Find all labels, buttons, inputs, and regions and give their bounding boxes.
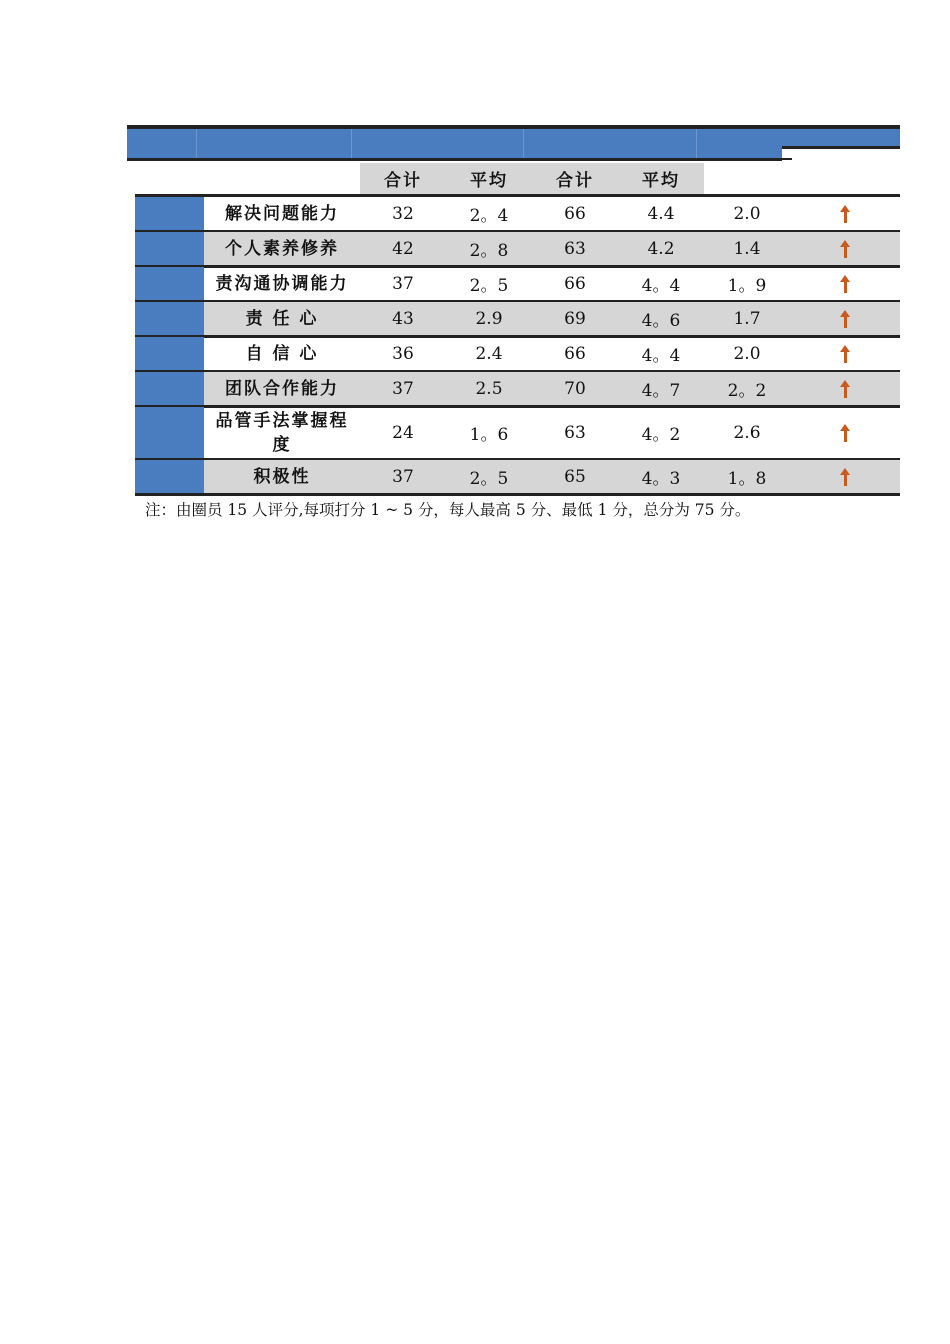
table-row	[135, 407, 900, 458]
sum-after: 63	[564, 422, 586, 443]
table-header-band	[127, 125, 900, 160]
subheader-sum-after: 合计	[532, 163, 618, 194]
sum-before: 37	[392, 273, 414, 294]
item-name: 责 任 心	[204, 302, 360, 335]
table-row	[135, 232, 900, 265]
avg-before: 2。5	[446, 460, 532, 493]
avg-after: 4。4	[641, 346, 681, 366]
difference: 2.0	[733, 203, 761, 224]
item-name: 积极性	[204, 460, 360, 493]
trend-cell	[790, 372, 900, 405]
avg-after: 4。3	[618, 460, 704, 493]
item-name: 自 信 心	[245, 343, 319, 364]
avg-before: 2.5	[446, 372, 532, 405]
header-top-rule	[127, 125, 900, 129]
trend-cell	[790, 197, 900, 230]
sum-after: 66	[564, 273, 586, 294]
sum-before: 43	[360, 302, 446, 335]
row-marker	[135, 337, 204, 370]
difference: 2.6	[733, 422, 761, 443]
subheader-avg-after: 平均	[618, 163, 704, 194]
avg-after: 4。2	[641, 425, 681, 445]
avg-after: 4.2	[618, 232, 704, 265]
header-bottom-rule	[127, 158, 782, 161]
row-marker	[135, 302, 204, 335]
avg-after: 4。7	[618, 372, 704, 405]
row-marker	[135, 267, 204, 300]
up-arrow-icon	[840, 240, 850, 258]
avg-after: 4.4	[647, 203, 675, 224]
header-right-rule	[782, 146, 900, 149]
item-name: 责沟通协调能力	[215, 273, 349, 294]
sum-before: 24	[392, 422, 414, 443]
sum-before: 32	[392, 203, 414, 224]
difference: 1.4	[704, 232, 790, 265]
trend-cell	[790, 267, 900, 300]
trend-cell	[790, 337, 900, 370]
subheader-sum-before: 合计	[360, 163, 446, 194]
sum-after: 63	[532, 232, 618, 265]
table-row	[135, 302, 900, 335]
header-divider	[696, 125, 697, 160]
trend-cell	[790, 407, 900, 458]
avg-before: 2.4	[475, 343, 503, 364]
sum-after: 70	[532, 372, 618, 405]
difference: 1。9	[727, 276, 767, 296]
sum-after: 66	[564, 343, 586, 364]
up-arrow-icon	[840, 275, 850, 293]
up-arrow-icon	[840, 205, 850, 223]
difference: 1.7	[704, 302, 790, 335]
item-name: 团队合作能力	[204, 372, 360, 405]
trend-cell	[790, 232, 900, 265]
subheader-avg-before: 平均	[446, 163, 532, 194]
item-name: 个人素养修养	[204, 232, 360, 265]
row-marker	[135, 460, 204, 493]
row-marker	[135, 232, 204, 265]
table-row	[135, 372, 900, 405]
item-name: 品管手法掌握程度	[215, 410, 349, 455]
avg-before: 1。6	[469, 425, 509, 445]
trend-cell	[790, 460, 900, 493]
sum-after: 65	[532, 460, 618, 493]
avg-before: 2。8	[446, 232, 532, 265]
row-marker	[135, 407, 204, 458]
header-cell-main	[127, 125, 782, 160]
header-divider	[523, 125, 524, 160]
trend-cell	[790, 302, 900, 335]
up-arrow-icon	[840, 380, 850, 398]
row-marker	[135, 372, 204, 405]
table-row	[135, 460, 900, 493]
sum-before: 42	[360, 232, 446, 265]
row-rule	[135, 493, 900, 496]
difference: 1。8	[704, 460, 790, 493]
sum-after: 69	[532, 302, 618, 335]
table-row	[135, 197, 900, 230]
row-marker	[135, 197, 204, 230]
sum-after: 66	[564, 203, 586, 224]
table-row	[135, 337, 900, 370]
difference: 2.0	[733, 343, 761, 364]
avg-before: 2.9	[446, 302, 532, 335]
sum-before: 37	[360, 460, 446, 493]
table-footnote: 注：由圈员 15 人评分,每项打分 1 ~ 5 分，每人最高 5 分、最低 1 分，总分为 75 分。	[145, 501, 751, 519]
avg-after: 4。6	[618, 302, 704, 335]
header-divider	[196, 125, 197, 160]
avg-before: 2。5	[469, 276, 509, 296]
up-arrow-icon	[840, 345, 850, 363]
up-arrow-icon	[840, 310, 850, 328]
header-right-rule-tick	[782, 158, 792, 160]
avg-before: 2。4	[469, 206, 509, 226]
sum-before: 37	[360, 372, 446, 405]
up-arrow-icon	[840, 424, 850, 442]
up-arrow-icon	[840, 468, 850, 486]
header-divider	[351, 125, 352, 160]
sum-before: 36	[392, 343, 414, 364]
difference: 2。2	[704, 372, 790, 405]
avg-after: 4。4	[641, 276, 681, 296]
item-name: 解决问题能力	[225, 203, 339, 224]
table-row	[135, 267, 900, 300]
